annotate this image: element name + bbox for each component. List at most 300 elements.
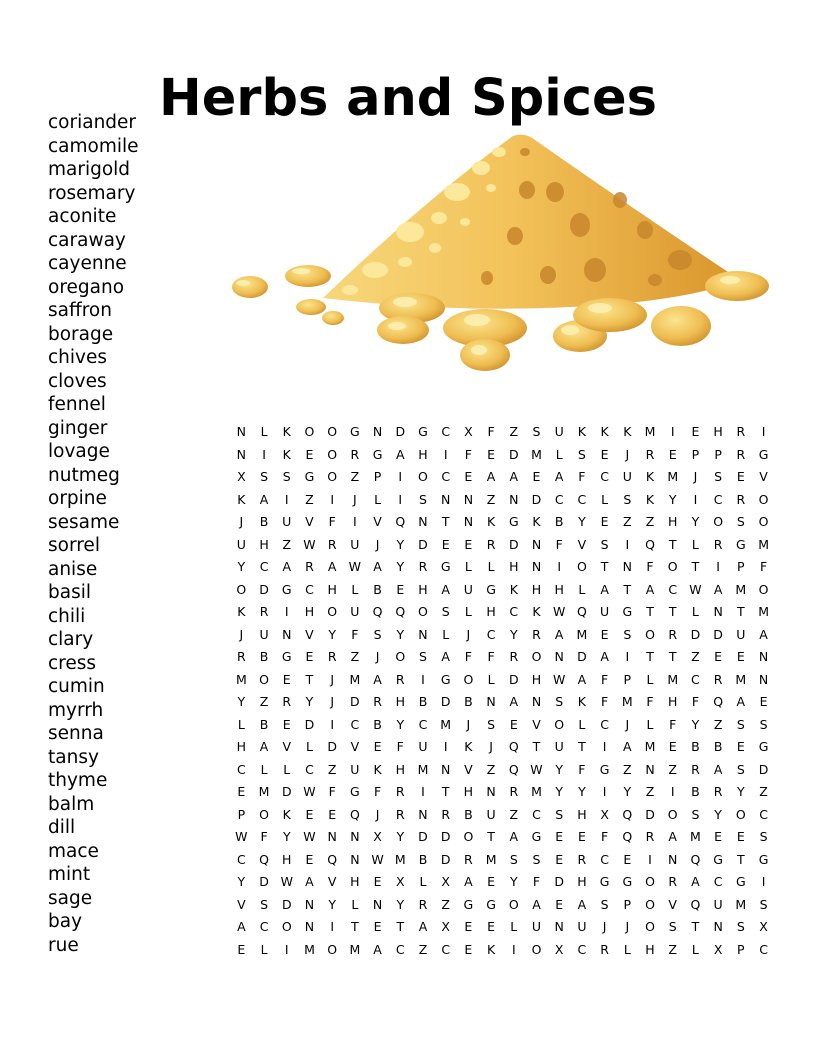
grid-letter[interactable]: E [305,851,314,867]
grid-letter[interactable]: S [623,626,632,642]
grid-letter[interactable]: Y [237,694,246,710]
grid-letter[interactable]: E [328,806,337,822]
grid-letter[interactable]: A [373,559,382,575]
grid-letter[interactable]: H [418,446,428,462]
grid-letter[interactable]: R [600,941,609,957]
grid-letter[interactable]: V [327,874,337,890]
grid-letter[interactable]: C [668,581,678,597]
grid-letter[interactable]: C [305,581,314,597]
grid-letter[interactable]: A [713,761,723,777]
grid-letter[interactable]: A [623,739,632,755]
grid-letter[interactable]: S [759,829,768,845]
grid-letter[interactable]: M [644,739,656,755]
grid-letter[interactable]: A [486,469,496,485]
grid-letter[interactable]: G [531,829,542,845]
grid-letter[interactable]: Z [350,649,360,665]
grid-letter[interactable]: R [691,761,700,777]
grid-letter[interactable]: Q [395,604,406,620]
grid-letter[interactable]: O [576,559,587,575]
grid-letter[interactable]: F [328,514,336,530]
grid-letter[interactable]: Y [237,559,246,575]
grid-letter[interactable]: H [531,581,542,597]
grid-letter[interactable]: B [418,851,428,867]
grid-letter[interactable]: D [281,896,292,912]
grid-letter[interactable]: I [330,491,334,507]
grid-letter[interactable]: N [668,851,678,867]
grid-letter[interactable]: I [330,919,334,935]
grid-letter[interactable]: K [532,604,541,620]
grid-letter[interactable]: C [418,716,428,732]
grid-letter[interactable]: A [600,581,609,597]
grid-letter[interactable]: F [555,536,563,552]
grid-letter[interactable]: I [602,784,607,800]
grid-letter[interactable]: D [531,491,542,507]
grid-letter[interactable]: H [577,874,587,890]
grid-letter[interactable]: A [691,874,700,890]
grid-letter[interactable]: N [304,919,315,935]
grid-letter[interactable]: O [327,446,338,462]
grid-letter[interactable]: J [239,626,244,642]
grid-letter[interactable]: O [418,469,428,485]
grid-letter[interactable]: S [736,716,745,732]
grid-letter[interactable]: Y [396,626,405,642]
grid-letter[interactable]: T [487,829,495,845]
grid-letter[interactable]: A [259,491,269,507]
grid-letter[interactable]: Z [623,514,632,530]
grid-letter[interactable]: P [623,896,632,912]
grid-letter[interactable]: J [375,806,380,822]
grid-letter[interactable]: B [373,716,382,732]
grid-letter[interactable]: C [350,716,360,732]
grid-letter[interactable]: V [577,536,587,552]
grid-letter[interactable]: T [691,919,700,935]
grid-letter[interactable]: L [510,919,518,935]
grid-letter[interactable]: Q [508,761,519,777]
grid-letter[interactable]: C [759,941,768,957]
grid-letter[interactable]: F [351,626,359,642]
grid-letter[interactable]: N [486,784,496,800]
grid-letter[interactable]: B [259,716,269,732]
grid-letter[interactable]: Y [237,874,246,890]
grid-letter[interactable]: R [418,559,428,575]
grid-letter[interactable]: E [577,829,586,845]
grid-letter[interactable]: E [668,446,677,462]
grid-letter[interactable]: N [758,649,769,665]
grid-letter[interactable]: A [464,874,473,890]
grid-letter[interactable]: C [441,469,451,485]
grid-letter[interactable]: D [327,739,337,755]
grid-letter[interactable]: Y [396,829,405,845]
grid-letter[interactable]: J [239,514,244,530]
grid-letter[interactable]: Y [396,559,405,575]
grid-letter[interactable]: N [418,514,428,530]
grid-letter[interactable]: S [260,896,269,912]
grid-letter[interactable]: D [758,761,769,777]
grid-letter[interactable]: Z [486,491,496,507]
grid-letter[interactable]: E [532,469,541,485]
grid-letter[interactable]: I [670,784,675,800]
grid-letter[interactable]: V [373,514,382,530]
grid-letter[interactable]: L [305,739,313,755]
grid-letter[interactable]: C [486,626,496,642]
grid-letter[interactable]: G [304,469,315,485]
grid-letter[interactable]: L [260,941,268,957]
grid-letter[interactable]: R [645,446,655,462]
grid-letter[interactable]: W [303,829,316,845]
grid-letter[interactable]: A [668,829,677,845]
grid-letter[interactable]: P [623,671,632,687]
grid-letter[interactable]: C [713,491,723,507]
grid-letter[interactable]: W [689,581,702,597]
grid-letter[interactable]: F [464,446,472,462]
grid-letter[interactable]: H [236,739,247,755]
grid-letter[interactable]: S [759,716,768,732]
grid-letter[interactable]: S [532,851,541,867]
grid-letter[interactable]: G [350,784,360,800]
grid-letter[interactable]: R [259,604,269,620]
grid-letter[interactable]: R [713,536,723,552]
grid-letter[interactable]: N [713,919,723,935]
grid-letter[interactable]: N [531,536,542,552]
grid-letter[interactable]: F [464,649,472,665]
grid-letter[interactable]: E [555,896,564,912]
grid-letter[interactable]: D [645,806,655,822]
grid-letter[interactable]: P [237,806,246,822]
grid-letter[interactable]: J [466,626,471,642]
grid-letter[interactable]: F [601,694,609,710]
grid-letter[interactable]: C [441,424,451,439]
grid-letter[interactable]: I [421,784,425,800]
grid-letter[interactable]: L [691,536,699,552]
grid-letter[interactable]: L [464,559,472,575]
grid-letter[interactable]: A [441,649,450,665]
grid-letter[interactable]: L [623,941,631,957]
grid-letter[interactable]: V [350,739,360,755]
grid-letter[interactable]: H [259,536,269,552]
grid-letter[interactable]: W [303,536,316,552]
grid-letter[interactable]: F [691,694,700,710]
grid-letter[interactable]: X [759,919,768,935]
grid-letter[interactable]: L [237,716,245,732]
grid-letter[interactable]: I [625,536,630,552]
grid-letter[interactable]: T [737,604,745,620]
grid-letter[interactable]: T [668,536,677,552]
grid-letter[interactable]: O [645,874,655,890]
grid-letter[interactable]: L [578,716,586,732]
grid-letter[interactable]: U [600,604,610,620]
grid-letter[interactable]: Z [623,761,632,777]
grid-letter[interactable]: Q [327,851,338,867]
grid-letter[interactable]: O [645,896,655,912]
grid-letter[interactable]: O [735,806,746,822]
grid-letter[interactable]: S [736,514,745,530]
grid-letter[interactable]: N [554,649,564,665]
grid-letter[interactable]: R [373,694,382,710]
grid-letter[interactable]: H [395,761,405,777]
grid-letter[interactable]: O [508,896,519,912]
grid-letter[interactable]: G [622,604,633,620]
grid-letter[interactable]: S [736,919,745,935]
grid-letter[interactable]: S [600,896,609,912]
grid-letter[interactable]: T [646,649,654,665]
grid-letter[interactable]: J [693,469,698,485]
grid-letter[interactable]: E [623,851,632,867]
grid-letter[interactable]: Y [691,514,700,530]
grid-letter[interactable]: A [509,694,519,710]
grid-letter[interactable]: U [554,739,564,755]
grid-letter[interactable]: O [463,829,474,845]
grid-letter[interactable]: B [373,581,382,597]
grid-letter[interactable]: G [735,536,746,552]
grid-letter[interactable]: H [645,941,655,957]
grid-letter[interactable]: R [395,671,405,687]
grid-letter[interactable]: S [759,896,768,912]
grid-letter[interactable]: E [305,649,314,665]
grid-letter[interactable]: E [555,851,564,867]
grid-letter[interactable]: R [327,649,337,665]
grid-letter[interactable]: M [690,829,701,845]
grid-letter[interactable]: E [373,919,382,935]
grid-letter[interactable]: O [758,514,769,530]
grid-letter[interactable]: E [600,446,609,462]
grid-letter[interactable]: I [693,491,698,507]
grid-letter[interactable]: T [646,604,654,620]
grid-letter[interactable]: G [735,874,746,890]
grid-letter[interactable]: S [373,626,382,642]
grid-letter[interactable]: C [759,806,768,822]
grid-letter[interactable]: I [443,446,448,462]
grid-letter[interactable]: D [259,874,269,890]
grid-letter[interactable]: E [691,424,700,439]
grid-letter[interactable]: D [418,829,428,845]
grid-letter[interactable]: L [487,559,495,575]
grid-letter[interactable]: L [419,874,427,890]
grid-letter[interactable]: U [350,604,360,620]
grid-letter[interactable]: R [736,491,746,507]
grid-letter[interactable]: U [486,806,496,822]
grid-letter[interactable]: Q [372,604,383,620]
grid-letter[interactable]: O [327,424,338,439]
grid-letter[interactable]: C [600,716,609,732]
grid-letter[interactable]: C [259,919,269,935]
grid-letter[interactable]: T [578,739,586,755]
grid-letter[interactable]: Z [668,761,677,777]
grid-letter[interactable]: U [418,739,428,755]
grid-letter[interactable]: P [737,559,745,575]
grid-letter[interactable]: S [487,716,496,732]
grid-letter[interactable]: O [304,424,315,439]
grid-letter[interactable]: X [554,941,564,957]
grid-letter[interactable]: Z [486,761,496,777]
grid-letter[interactable]: D [508,671,519,687]
grid-letter[interactable]: V [282,739,292,755]
grid-letter[interactable]: E [487,919,496,935]
grid-letter[interactable]: B [713,739,723,755]
grid-letter[interactable]: J [466,716,471,732]
grid-letter[interactable]: C [395,941,405,957]
grid-letter[interactable]: O [645,626,655,642]
grid-letter[interactable]: A [259,739,269,755]
grid-letter[interactable]: U [713,896,723,912]
grid-letter[interactable]: T [691,559,700,575]
grid-letter[interactable]: W [348,559,362,575]
grid-letter[interactable]: M [531,784,542,800]
grid-letter[interactable]: I [284,941,289,957]
grid-letter[interactable]: I [421,671,425,687]
grid-letter[interactable]: I [602,739,607,755]
grid-letter[interactable]: Y [714,806,722,822]
grid-letter[interactable]: T [441,514,450,530]
grid-letter[interactable]: F [601,671,609,687]
grid-letter[interactable]: S [555,806,564,822]
grid-letter[interactable]: O [645,919,655,935]
grid-letter[interactable]: R [509,649,519,665]
grid-letter[interactable]: S [419,649,427,665]
grid-letter[interactable]: G [281,649,292,665]
grid-letter[interactable]: Q [349,806,360,822]
grid-letter[interactable]: E [282,716,291,732]
grid-letter[interactable]: I [330,716,334,732]
grid-letter[interactable]: W [235,829,248,845]
grid-letter[interactable]: U [282,514,292,530]
grid-letter[interactable]: E [237,784,246,800]
grid-letter[interactable]: G [463,896,474,912]
grid-letter[interactable]: N [282,626,292,642]
grid-letter[interactable]: O [236,581,247,597]
grid-letter[interactable]: I [716,559,720,575]
grid-letter[interactable]: D [508,536,519,552]
grid-letter[interactable]: D [554,874,565,890]
grid-letter[interactable]: B [691,739,700,755]
grid-letter[interactable]: L [487,671,495,687]
grid-letter[interactable]: M [576,626,588,642]
grid-letter[interactable]: Y [555,761,564,777]
grid-letter[interactable]: R [486,536,496,552]
grid-letter[interactable]: V [305,514,314,530]
grid-letter[interactable]: L [555,446,563,462]
grid-letter[interactable]: Q [690,896,701,912]
grid-letter[interactable]: E [736,739,745,755]
grid-letter[interactable]: S [441,604,450,620]
grid-letter[interactable]: G [508,514,519,530]
grid-letter[interactable]: S [509,851,518,867]
grid-letter[interactable]: G [350,424,360,439]
grid-letter[interactable]: T [396,919,405,935]
grid-letter[interactable]: J [625,716,630,732]
grid-letter[interactable]: O [395,649,406,665]
grid-letter[interactable]: M [440,716,452,732]
grid-letter[interactable]: R [350,446,360,462]
grid-letter[interactable]: K [532,514,541,530]
grid-letter[interactable]: M [349,671,361,687]
grid-letter[interactable]: L [646,716,654,732]
grid-letter[interactable]: F [601,829,609,845]
grid-letter[interactable]: A [373,671,382,687]
grid-letter[interactable]: N [327,829,337,845]
grid-letter[interactable]: V [668,896,677,912]
grid-letter[interactable]: D [713,626,723,642]
grid-letter[interactable]: D [418,536,428,552]
grid-letter[interactable]: T [351,919,359,935]
grid-letter[interactable]: I [557,559,562,575]
grid-letter[interactable]: H [327,581,337,597]
grid-letter[interactable]: A [305,874,314,890]
grid-letter[interactable]: I [511,941,516,957]
grid-letter[interactable]: V [305,626,314,642]
grid-letter[interactable]: E [305,806,314,822]
grid-letter[interactable]: N [236,446,247,462]
grid-letter[interactable]: Y [396,896,405,912]
grid-letter[interactable]: D [395,424,406,439]
grid-letter[interactable]: Y [555,784,564,800]
grid-letter[interactable]: A [577,896,587,912]
grid-letter[interactable]: L [464,604,472,620]
grid-letter[interactable]: J [353,491,357,507]
grid-letter[interactable]: R [395,784,405,800]
grid-letter[interactable]: S [600,536,609,552]
grid-letter[interactable]: H [418,581,428,597]
grid-letter[interactable]: B [464,806,473,822]
grid-letter[interactable]: F [487,649,495,665]
grid-letter[interactable]: N [531,559,542,575]
grid-letter[interactable]: K [577,424,586,439]
grid-letter[interactable]: T [441,784,450,800]
grid-letter[interactable]: Z [327,761,337,777]
grid-letter[interactable]: X [713,941,723,957]
grid-letter[interactable]: V [237,896,246,912]
grid-letter[interactable]: O [758,491,769,507]
grid-letter[interactable]: C [532,806,541,822]
grid-letter[interactable]: H [531,671,542,687]
grid-letter[interactable]: A [554,626,564,642]
grid-letter[interactable]: Y [509,626,518,642]
grid-letter[interactable]: D [259,581,269,597]
grid-letter[interactable]: Y [396,536,405,552]
grid-letter[interactable]: N [372,424,383,439]
grid-letter[interactable]: G [599,874,610,890]
grid-letter[interactable]: I [398,469,403,485]
grid-letter[interactable]: E [373,874,382,890]
grid-letter[interactable]: Y [623,784,632,800]
grid-letter[interactable]: Z [645,784,655,800]
grid-letter[interactable]: D [577,649,587,665]
grid-letter[interactable]: Y [509,874,518,890]
grid-letter[interactable]: L [283,761,291,777]
grid-letter[interactable]: N [236,424,247,439]
grid-letter[interactable]: B [259,514,269,530]
grid-letter[interactable]: T [305,671,314,687]
grid-letter[interactable]: S [623,491,632,507]
grid-letter[interactable]: K [237,491,246,507]
grid-letter[interactable]: I [262,446,266,462]
grid-letter[interactable]: B [259,649,269,665]
grid-letter[interactable]: C [713,874,723,890]
grid-letter[interactable]: G [486,896,496,912]
grid-letter[interactable]: E [464,919,473,935]
grid-letter[interactable]: T [532,739,541,755]
grid-letter[interactable]: D [440,851,451,867]
grid-letter[interactable]: S [555,694,564,710]
grid-letter[interactable]: P [691,446,700,462]
grid-letter[interactable]: N [758,671,769,687]
grid-letter[interactable]: N [372,896,383,912]
grid-letter[interactable]: F [578,469,586,485]
grid-letter[interactable]: Y [282,829,291,845]
grid-letter[interactable]: K [486,514,496,530]
grid-letter[interactable]: J [330,694,334,710]
grid-letter[interactable]: N [463,491,474,507]
grid-letter[interactable]: N [622,559,632,575]
